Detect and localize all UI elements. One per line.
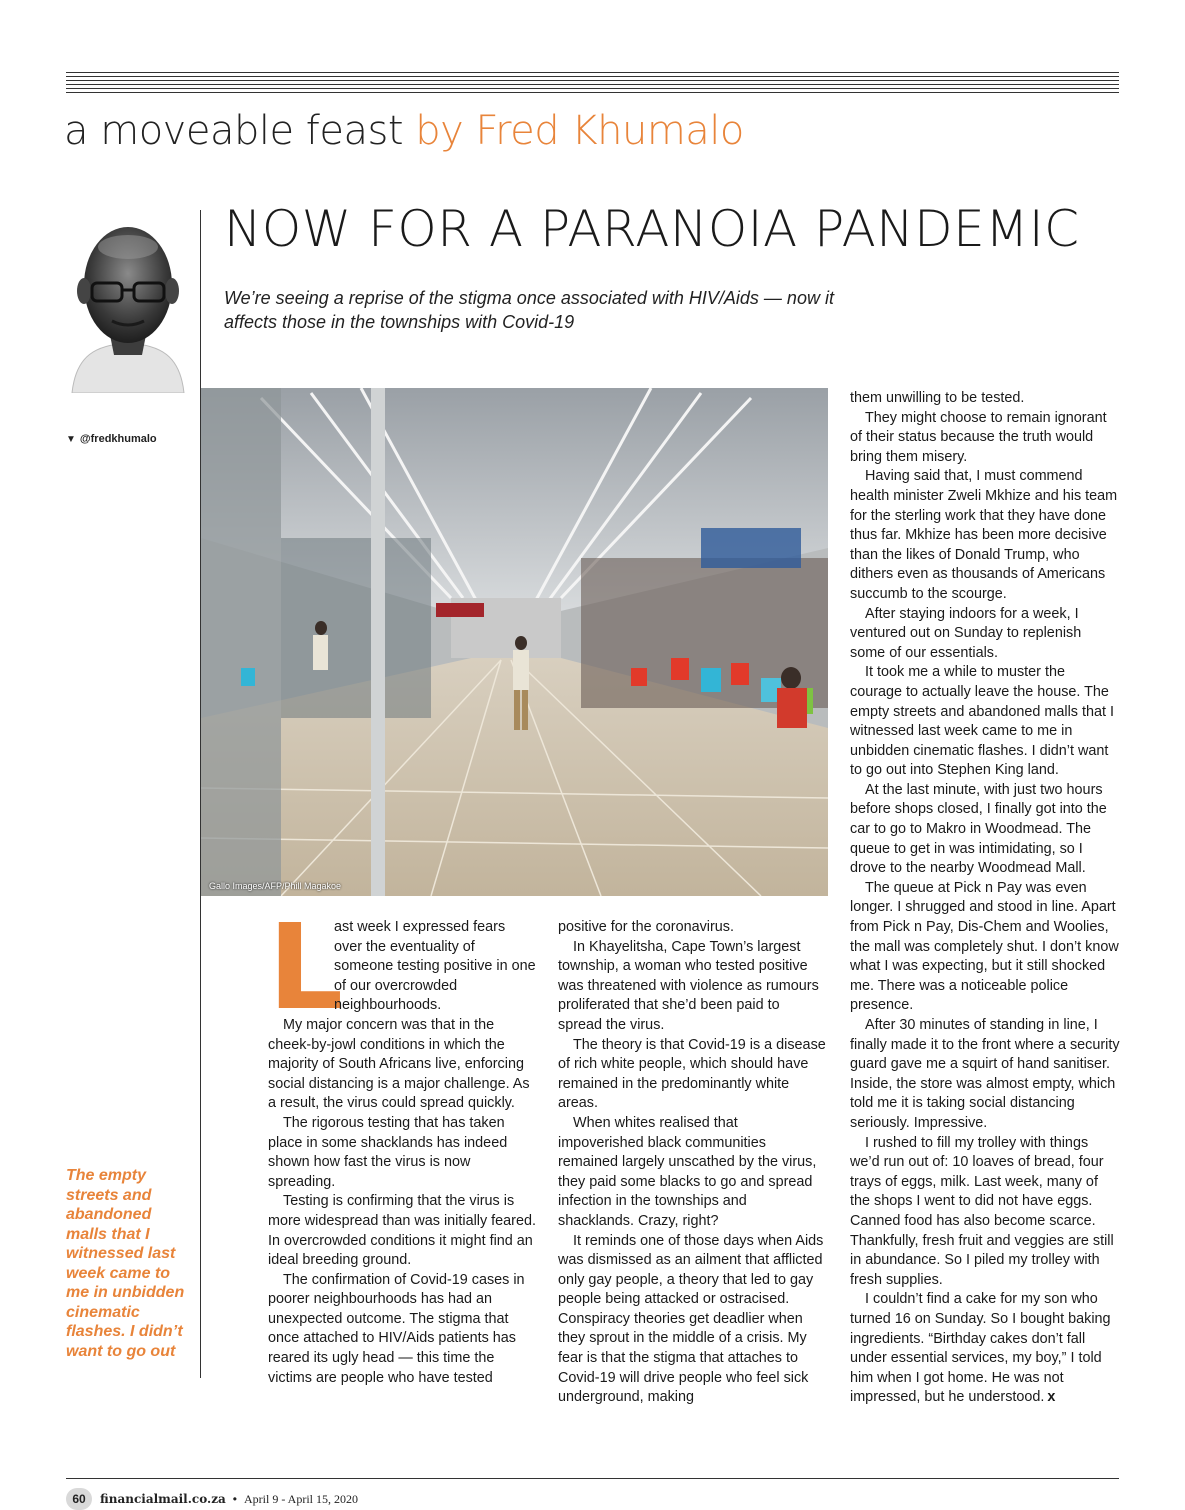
column-name: a moveable feast — [64, 108, 404, 154]
page-footer — [66, 1488, 358, 1510]
paragraph: Having said that, I must commend health minister Zweli Mkhize and his team for the sterling work that they have done thus far. Mkhize has been more decisive than the likes of Donald Trump, who dithers even as thousands of Americans succumb to the scourge. — [850, 468, 1118, 602]
masthead-rules — [66, 72, 1119, 96]
first-paragraph — [268, 898, 536, 1036]
page-number: 60 — [66, 1488, 92, 1510]
drop-cap: L — [268, 898, 344, 1036]
paragraph: It reminds one of those days when Aids was dismissed as an ailment that afflicted only gay people, a theory that led to gay people being attacked or ostracised. Conspiracy theories get deadlier when they sprout in the middle of a crisis. My fear is that the stigma that attaches to Covid-19 will drive people who feel sick underground, making — [558, 1232, 824, 1406]
paragraph: The rigorous testing that has taken place in some shacklands has indeed shown how fast the virus is now spreading. — [268, 1114, 508, 1190]
paragraph: The confirmation of Covid-19 cases in poorer neighbourhoods has had an unexpected outcome. The stigma that once attached to HIV/Aids patients has reared its ugly head — this time the victims are people who have tested — [268, 1271, 525, 1386]
paragraph: In Khayelitsha, Cape Town’s largest township, a woman who tested positive was threatened with violence as rumours proliferated that she’d been paid to spread the virus. — [558, 938, 819, 1033]
footer-separator: • — [232, 1492, 237, 1506]
paragraph: After 30 minutes of standing in line, I finally made it to the front where a security guard gave me a squirt of hand sanitiser. Inside, the store was almost empty, which told me it is taking social distancing seriously. Impressive. — [850, 1017, 1120, 1131]
paragraph-continued: them unwilling to be tested. — [850, 390, 1025, 406]
paragraph: It took me a while to muster the courage to actually leave the house. The empty streets and abandoned malls that I witnessed last week came to me in unbidden cinematic flashes. I didn’t want to go out into Stephen King land. — [850, 664, 1114, 779]
author-portrait — [66, 205, 190, 393]
final-paragraph — [850, 1290, 1120, 1408]
paragraph: Testing is confirming that the virus is more widespread than was initially feared. In overcrowded conditions it might find an ideal breeding ground. — [268, 1193, 536, 1269]
paragraph: At the last minute, with just two hours before shops closed, I finally got into the car to go to Makro in Woodmead. The queue to get in was intimidating, so I drove to the nearby Woodmead Mall. — [850, 781, 1107, 877]
paragraph: They might choose to remain ignorant of their status because the truth would bring them misery. — [850, 409, 1107, 465]
body-column-3 — [850, 389, 1120, 1408]
column-byline: by Fred Khumalo — [415, 108, 744, 154]
standfirst: We’re seeing a reprise of the stigma once associated with HIV/Aids — now it affects those in the townships with Covid-19 — [224, 288, 834, 332]
photo-credit: Gallo Images/AFP/Phill Magakoe — [209, 881, 342, 891]
twitter-handle-text: @fredkhumalo — [79, 433, 157, 445]
paragraph: After staying indoors for a week, I ventured out on Sunday to replenish some of our essentials. — [850, 605, 1082, 661]
paragraph: When whites realised that impoverished black communities remained largely unscathed by the virus, they paid some blacks to go and spread infection in the townships and shacklands. Crazy, right? — [558, 1114, 817, 1229]
paragraph: I rushed to fill my trolley with things we’d run out of: 10 loaves of bread, four trays of eggs, milk. Last week, many of the shops I went to did not have eggs. Canned food has also become scarce. Thankfully, fresh fruit and veggies are still in abundance. So I piled my trolley with fresh supplies. — [850, 1134, 1114, 1288]
column-heading — [64, 108, 744, 154]
final-paragraph-text: I couldn’t find a cake for my son who turned 16 on Sunday. So I bought baking ingredients. “Birthday cakes don’t fall under essential services, my boy,” I told him when I got home. He was not impressed, but he understood. — [850, 1291, 1111, 1406]
end-mark: x — [1047, 1389, 1056, 1406]
first-paragraph-text: ast week I expressed fears over the eventuality of someone testing positive in one of our overcrowded neighbourhoods. — [334, 919, 536, 1014]
paragraph: The theory is that Covid-19 is a disease of rich white people, which should have remained in the predominantly white areas. — [558, 1036, 826, 1112]
issue-dates: April 9 - April 15, 2020 — [244, 1491, 358, 1506]
mall-photo — [201, 388, 828, 896]
paragraph: The queue at Pick n Pay was even longer. I shrugged and stood in line. Apart from Pick n Pay, Dis-Chem and Woolies, the mall was completely shut. I don’t know what I was expecting, but it still shocked me. There was a noticeable police presence. — [850, 879, 1119, 1014]
site-link[interactable]: financialmail.co.za — [100, 1492, 226, 1506]
headline: NOW FOR A PARANOIA PANDEMIC — [224, 200, 1080, 258]
body-column-2 — [558, 918, 826, 1408]
pull-quote: The empty streets and abandoned malls that I witnessed last week came to me in unbidden cinematic flashes. I didn’t want to go out — [66, 1167, 185, 1360]
twitter-bird-icon: ▼ — [66, 434, 76, 445]
paragraph: My major concern was that in the cheek-by-jowl conditions in which the majority of South Africans live, enforcing social distancing is a major challenge. As a result, the virus could spread quickly. — [268, 1016, 530, 1112]
twitter-handle[interactable] — [66, 433, 157, 445]
paragraph-continued: positive for the coronavirus. — [558, 919, 734, 935]
body-column-1 — [268, 898, 536, 1388]
footer-rule — [66, 1478, 1119, 1479]
